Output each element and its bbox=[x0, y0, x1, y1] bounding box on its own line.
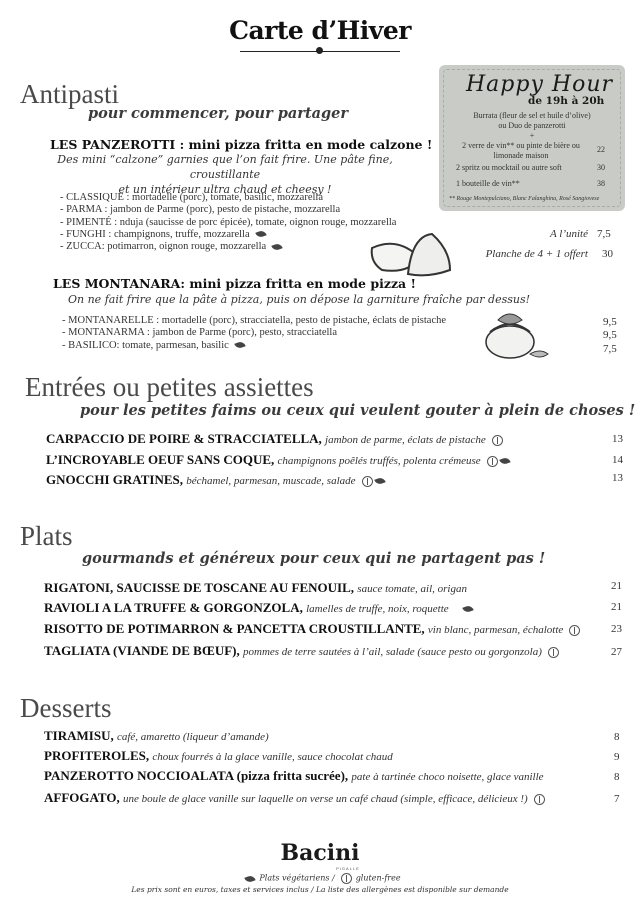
montanara-price: 9,5 bbox=[603, 316, 617, 328]
dish-row bbox=[44, 790, 545, 806]
panzerotti-price: 7,5 bbox=[597, 228, 611, 240]
happy-hour-plus: + bbox=[529, 131, 535, 140]
legend-gluten-free: gluten-free bbox=[355, 873, 401, 883]
dish-row bbox=[44, 643, 559, 659]
happy-hour-intro-line: ou Duo de panzerotti bbox=[498, 121, 566, 130]
dish-name: RIGATONI, SAUCISSE DE TOSCANE AU FENOUIL, bbox=[44, 580, 355, 595]
happy-hour-row-label: limonade maison bbox=[493, 150, 549, 160]
panzerotti-item-text: - CLASSIQUE : mortadelle (porc), tomate, basilic, mozzarella bbox=[60, 192, 323, 203]
panzerotti-description-line: et un intérieur ultra chaud et cheesy ! bbox=[118, 183, 332, 196]
vegetarian-leaf-icon bbox=[462, 604, 473, 613]
gluten-free-icon bbox=[569, 625, 580, 636]
vegetarian-leaf-icon bbox=[499, 456, 510, 465]
montanara-item-text: - MONTANARELLE : mortadelle (porc), stracciatella, pesto de pistache, éclats de pistache bbox=[62, 315, 447, 326]
panzerotti-description bbox=[50, 152, 400, 197]
vegetarian-leaf-icon bbox=[374, 476, 385, 485]
montanara-price: 9,5 bbox=[603, 329, 617, 341]
legend bbox=[0, 873, 640, 884]
dish-description: pommes de terre sautées à l’ail, salade (sauce pesto ou gorgonzola) bbox=[243, 646, 542, 658]
section-title-plats: Plats bbox=[20, 521, 73, 551]
dish-description: café, amaretto (liqueur d’amande) bbox=[116, 731, 269, 743]
happy-hour-row-label: 2 spritz ou mocktail ou autre soft bbox=[456, 163, 562, 172]
dish-description: lamelles de truffe, noix, roquette bbox=[306, 603, 449, 615]
divider-ornament-icon bbox=[316, 47, 323, 54]
panzerotti-price-label: Planche de 4 + 1 offert bbox=[485, 248, 588, 260]
section-subtitle-entrees: pour les petites faims ou ceux qui veulent gouter à plein de choses ! bbox=[80, 402, 636, 419]
section-title-desserts: Desserts bbox=[20, 693, 112, 723]
montanara-description: On ne fait frire que la pâte à pizza, puis on dépose la garniture fraîche par dessus! bbox=[68, 293, 531, 306]
happy-hour-intro bbox=[442, 111, 622, 141]
dish-name: L’INCROYABLE OEUF SANS COQUE, bbox=[46, 452, 275, 467]
panzerotti-item-text: - PIMENTÉ : nduja (saucisse de porc épicée), tomate, oignon rouge, mozzarella bbox=[60, 216, 397, 228]
section-subtitle-plats: gourmands et généreux pour ceux qui ne partagent pas ! bbox=[82, 550, 546, 567]
dish-price: 27 bbox=[611, 646, 622, 658]
gluten-free-icon bbox=[487, 456, 498, 467]
montanara-item bbox=[62, 340, 446, 352]
dish-description: choux fourrés à la glace vanille, sauce chocolat chaud bbox=[152, 751, 393, 763]
montanara-item bbox=[62, 315, 446, 327]
dish-row bbox=[44, 748, 393, 764]
panzerotti-item-text: - ZUCCA: potimarron, oignon rouge, mozzarella bbox=[60, 241, 267, 253]
dish-row bbox=[44, 728, 269, 744]
panzerotti-item bbox=[60, 217, 396, 229]
panzerotti-list bbox=[60, 192, 396, 253]
dish-name: PROFITEROLES, bbox=[44, 748, 150, 763]
dish-name: AFFOGATO, bbox=[44, 790, 120, 805]
happy-hour-row bbox=[456, 141, 586, 160]
happy-hour-hours: de 19h à 20h bbox=[528, 95, 605, 107]
section-title-antipasti: Antipasti bbox=[20, 79, 119, 109]
section-title-entrees: Entrées ou petites assiettes bbox=[25, 372, 314, 402]
happy-hour-title: Happy Hour bbox=[466, 72, 614, 97]
panzerotti-item bbox=[60, 229, 396, 241]
dish-name: CARPACCIO DE POIRE & STRACCIATELLA, bbox=[46, 431, 322, 446]
panzerotti-title: LES PANZEROTTI : mini pizza fritta en mode calzone ! bbox=[50, 137, 433, 152]
dish-price: 21 bbox=[611, 601, 622, 613]
montanara-price: 7,5 bbox=[603, 343, 617, 355]
panzerotti-item-text: - FUNGHI : champignons, truffe, mozzarella bbox=[60, 228, 250, 240]
montanara-title: LES MONTANARA: mini pizza fritta en mode pizza ! bbox=[53, 276, 416, 291]
panzerotti-item bbox=[60, 241, 396, 253]
dish-name: RISOTTO DE POTIMARRON & PANCETTA CROUSTILLANTE, bbox=[44, 621, 425, 636]
happy-hour-row-label: 1 bouteille de vin** bbox=[456, 179, 520, 188]
vegetarian-leaf-icon bbox=[245, 874, 256, 883]
dish-description: vin blanc, parmesan, échalotte bbox=[427, 624, 564, 636]
dish-price: 8 bbox=[614, 771, 620, 783]
section-subtitle-antipasti: pour commencer, pour partager bbox=[88, 105, 349, 122]
happy-hour-row-label: 2 verre de vin** ou pinte de bière ou bbox=[462, 141, 580, 150]
dish-price: 23 bbox=[611, 623, 622, 635]
panzerotti-price: 30 bbox=[602, 248, 613, 260]
page-title: Carte d’Hiver bbox=[229, 16, 411, 45]
dish-row bbox=[46, 431, 503, 447]
happy-hour-intro-line: Burrata (fleur de sel et huile d’olive) bbox=[473, 111, 591, 120]
gluten-free-icon bbox=[362, 476, 373, 487]
dish-price: 7 bbox=[614, 793, 620, 805]
happy-hour-price: 22 bbox=[597, 145, 605, 154]
gluten-free-icon bbox=[534, 794, 545, 805]
dish-name: TAGLIATA (VIANDE DE BŒUF), bbox=[44, 643, 240, 658]
gluten-free-icon bbox=[492, 435, 503, 446]
vegetarian-leaf-icon bbox=[234, 341, 245, 350]
happy-hour-price: 38 bbox=[597, 179, 605, 188]
panzerotti-item-text: - PARMA : jambon de Parme (porc), pesto de pistache, mozzarella bbox=[60, 204, 341, 216]
footer-note: Les prix sont en euros, taxes et services inclus / La liste des allergènes est disponible sur demande bbox=[131, 885, 509, 894]
dish-row bbox=[46, 472, 385, 488]
dish-row bbox=[44, 621, 580, 637]
dish-name: TIRAMISU, bbox=[44, 728, 114, 743]
happy-hour-note: ** Rouge Montepulciano, Blanc Falanghina, Rosé Sangiovese bbox=[449, 196, 600, 202]
dish-description: jambon de parme, éclats de pistache bbox=[325, 434, 486, 446]
panzerotti-description-line: Des mini “calzone” garnies que l’on fait frire. Une pâte fine, croustillante bbox=[57, 153, 393, 181]
dish-row bbox=[46, 452, 510, 468]
dish-price: 8 bbox=[614, 731, 620, 743]
dish-price: 9 bbox=[614, 751, 620, 763]
panzerotti-item bbox=[60, 192, 396, 204]
montanara-item bbox=[62, 327, 446, 339]
dish-description: béchamel, parmesan, muscade, salade bbox=[186, 475, 356, 487]
montanara-list bbox=[62, 315, 446, 352]
panzerotti-item bbox=[60, 204, 396, 216]
dish-row bbox=[44, 768, 544, 784]
dish-name: RAVIOLI A LA TRUFFE & GORGONZOLA, bbox=[44, 600, 303, 615]
dish-description: champignons poêlés truffés, polenta crémeuse bbox=[277, 455, 481, 467]
gluten-free-icon bbox=[341, 873, 352, 884]
dish-price: 21 bbox=[611, 580, 622, 592]
dish-name: GNOCCHI GRATINES, bbox=[46, 472, 184, 487]
dish-row bbox=[44, 600, 473, 616]
legend-vegetarian: Plats végétariens / bbox=[259, 873, 335, 883]
vegetarian-leaf-icon bbox=[271, 242, 282, 251]
montanara-item-text: - MONTANARMA : jambon de Parme (porc), pesto, stracciatella bbox=[62, 327, 338, 339]
dish-description: sauce tomate, ail, origan bbox=[357, 583, 467, 595]
dish-description: pate à tartinée choco noisette, glace vanille bbox=[351, 771, 544, 783]
gluten-free-icon bbox=[548, 647, 559, 658]
restaurant-logo-subtitle: PIGALLE bbox=[336, 866, 360, 871]
montanara-item-text: - BASILICO: tomate, parmesan, basilic bbox=[62, 339, 229, 351]
panzerotti-price-label: A l’unité bbox=[550, 228, 588, 240]
dish-price: 13 bbox=[612, 472, 623, 484]
dish-row bbox=[44, 580, 467, 596]
restaurant-logo: Bacini bbox=[280, 840, 360, 866]
dish-description: une boule de glace vanille sur laquelle on verse un café chaud (simple, efficace, délicieux !) bbox=[122, 793, 528, 805]
vegetarian-leaf-icon bbox=[255, 230, 266, 239]
dish-name: PANZEROTTO NOCCIOALATA (pizza fritta sucrée), bbox=[44, 768, 349, 783]
happy-hour-price: 30 bbox=[597, 163, 605, 172]
dish-price: 13 bbox=[612, 433, 623, 445]
montanara-illustration bbox=[480, 306, 550, 362]
dish-price: 14 bbox=[612, 454, 623, 466]
